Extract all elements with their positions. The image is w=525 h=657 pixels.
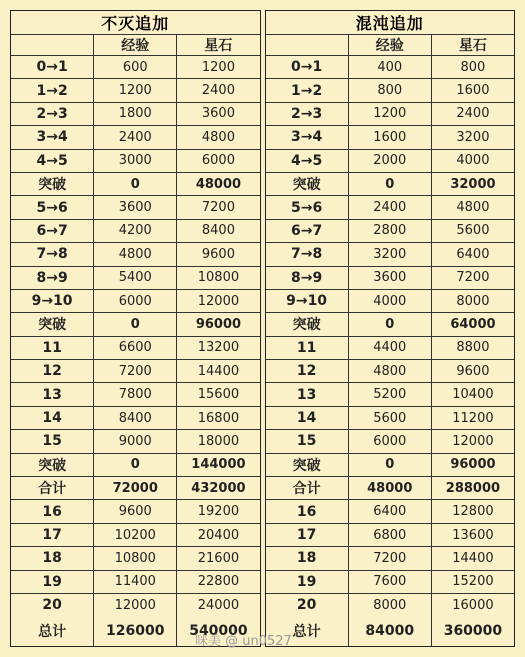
stone-cell: 48000 xyxy=(195,176,242,192)
table-row xyxy=(266,594,515,616)
exp-cell: 3200 xyxy=(349,243,432,265)
table-row xyxy=(11,430,260,453)
table-row xyxy=(11,500,260,523)
stone-cell: 8800 xyxy=(456,340,490,356)
exp-cell: 9000 xyxy=(94,430,177,452)
row-label: 9→10 xyxy=(266,290,349,312)
stone-cell: 21600 xyxy=(197,550,240,566)
stone-cell: 22800 xyxy=(197,574,240,590)
stone-cell: 10400 xyxy=(452,387,494,403)
stone-cell: 3600 xyxy=(201,106,235,122)
table-row xyxy=(266,103,515,126)
stone-cell: 16800 xyxy=(197,410,240,426)
exp-cell: 1800 xyxy=(94,103,177,125)
table-row xyxy=(11,173,260,196)
table-row xyxy=(266,360,515,383)
table-row xyxy=(266,313,515,336)
exp-cell: 72000 xyxy=(94,477,177,499)
exp-cell: 9600 xyxy=(94,500,177,522)
stone-cell: 24000 xyxy=(197,597,240,613)
row-label: 17 xyxy=(266,524,349,546)
row-label: 突破 xyxy=(11,173,94,195)
right-col-exp: 经验 xyxy=(349,35,432,55)
row-label: 20 xyxy=(266,594,349,616)
table-row xyxy=(266,547,515,570)
stone-cell: 3200 xyxy=(456,129,490,145)
table-row xyxy=(11,150,260,173)
stone-cell: 13200 xyxy=(197,340,240,356)
row-label: 1→2 xyxy=(11,79,94,101)
table-row xyxy=(266,196,515,219)
right-total-label: 总计 xyxy=(266,616,349,646)
exp-cell: 0 xyxy=(349,313,432,335)
table-row xyxy=(11,290,260,313)
exp-cell: 5400 xyxy=(94,267,177,289)
row-label: 19 xyxy=(266,571,349,593)
exp-cell: 400 xyxy=(349,56,432,78)
table-row xyxy=(11,547,260,570)
stone-cell: 13600 xyxy=(452,527,494,543)
left-table xyxy=(10,10,261,647)
exp-cell: 1200 xyxy=(94,79,177,101)
row-label: 13 xyxy=(11,383,94,405)
exp-cell: 5200 xyxy=(349,383,432,405)
table-row xyxy=(266,383,515,406)
row-label: 6→7 xyxy=(11,220,94,242)
exp-cell: 0 xyxy=(94,173,177,195)
exp-cell: 10800 xyxy=(94,547,177,569)
row-label: 7→8 xyxy=(11,243,94,265)
exp-cell: 11400 xyxy=(94,571,177,593)
exp-cell: 7200 xyxy=(94,360,177,382)
left-total-stone: 540000 xyxy=(189,623,248,640)
row-label: 20 xyxy=(11,594,94,616)
table-row xyxy=(11,337,260,360)
stone-cell: 20400 xyxy=(197,527,240,543)
table-row xyxy=(266,477,515,500)
table-row xyxy=(266,173,515,196)
row-label: 13 xyxy=(266,383,349,405)
exp-cell: 8400 xyxy=(94,407,177,429)
stone-cell: 800 xyxy=(460,59,486,75)
table-row xyxy=(266,500,515,523)
table-row xyxy=(11,267,260,290)
exp-cell: 4800 xyxy=(349,360,432,382)
row-label: 14 xyxy=(11,407,94,429)
row-label: 5→6 xyxy=(11,196,94,218)
left-header-blank xyxy=(11,35,94,55)
exp-cell: 0 xyxy=(94,454,177,476)
table-row xyxy=(11,56,260,79)
stone-cell: 11200 xyxy=(452,410,494,426)
table-row xyxy=(266,290,515,313)
stone-cell: 7200 xyxy=(456,270,490,286)
row-label: 18 xyxy=(266,547,349,569)
table-row xyxy=(11,454,260,477)
exp-cell: 2000 xyxy=(349,150,432,172)
exp-cell: 4200 xyxy=(94,220,177,242)
stone-cell: 32000 xyxy=(450,176,496,192)
tables xyxy=(10,10,515,647)
watermark: 咪美 @ un0527 xyxy=(195,634,292,649)
table-row xyxy=(11,477,260,500)
stone-cell: 432000 xyxy=(191,480,246,496)
stone-cell: 14400 xyxy=(452,550,494,566)
stone-cell: 18000 xyxy=(197,433,240,449)
table-row xyxy=(266,220,515,243)
exp-cell: 4400 xyxy=(349,337,432,359)
exp-cell: 7600 xyxy=(349,571,432,593)
left-total-exp: 126000 xyxy=(94,616,177,646)
row-label: 0→1 xyxy=(11,56,94,78)
exp-cell: 4800 xyxy=(94,243,177,265)
table-row xyxy=(266,56,515,79)
table-row xyxy=(11,594,260,616)
row-label: 5→6 xyxy=(266,196,349,218)
row-label: 19 xyxy=(11,571,94,593)
stone-cell: 5600 xyxy=(456,223,490,239)
row-label: 18 xyxy=(11,547,94,569)
row-label: 16 xyxy=(266,500,349,522)
table-row xyxy=(266,571,515,594)
stone-cell: 10800 xyxy=(197,270,240,286)
right-header-blank xyxy=(266,35,349,55)
stone-cell: 2400 xyxy=(456,106,490,122)
stone-cell: 1600 xyxy=(456,83,490,99)
exp-cell: 0 xyxy=(94,313,177,335)
stone-cell: 1200 xyxy=(201,59,235,75)
stone-cell: 6000 xyxy=(201,153,235,169)
stone-cell: 8400 xyxy=(201,223,235,239)
stone-cell: 9600 xyxy=(201,246,235,262)
row-label: 0→1 xyxy=(266,56,349,78)
table-row xyxy=(266,267,515,290)
table-row xyxy=(11,383,260,406)
exp-cell: 7800 xyxy=(94,383,177,405)
stone-cell: 4800 xyxy=(201,129,235,145)
stone-cell: 15200 xyxy=(452,574,494,590)
row-label: 2→3 xyxy=(266,103,349,125)
exp-cell: 3000 xyxy=(94,150,177,172)
left-header xyxy=(11,35,260,56)
stone-cell: 64000 xyxy=(450,316,496,332)
table-row xyxy=(266,150,515,173)
row-label: 17 xyxy=(11,524,94,546)
stone-cell: 14400 xyxy=(197,363,240,379)
row-label: 突破 xyxy=(266,173,349,195)
table-row xyxy=(11,220,260,243)
row-label: 11 xyxy=(11,337,94,359)
row-label: 1→2 xyxy=(266,79,349,101)
stone-cell: 2400 xyxy=(201,83,235,99)
row-label: 16 xyxy=(11,500,94,522)
row-label: 6→7 xyxy=(266,220,349,242)
left-title: 不灭追加 xyxy=(11,11,260,35)
row-label: 合计 xyxy=(266,477,349,499)
exp-cell: 3600 xyxy=(94,196,177,218)
table-row xyxy=(11,360,260,383)
right-title: 混沌追加 xyxy=(266,11,515,35)
exp-cell: 2400 xyxy=(94,126,177,148)
exp-cell: 5600 xyxy=(349,407,432,429)
exp-cell: 3600 xyxy=(349,267,432,289)
row-label: 3→4 xyxy=(11,126,94,148)
stone-cell: 96000 xyxy=(450,457,496,473)
stone-cell: 16000 xyxy=(452,597,494,613)
row-label: 4→5 xyxy=(266,150,349,172)
row-label: 合计 xyxy=(11,477,94,499)
exp-cell: 6600 xyxy=(94,337,177,359)
stone-cell: 144000 xyxy=(191,457,246,473)
table-row xyxy=(11,79,260,102)
stone-cell: 288000 xyxy=(445,480,501,496)
stone-cell: 12000 xyxy=(197,293,240,309)
exp-cell: 1600 xyxy=(349,126,432,148)
row-label: 8→9 xyxy=(266,267,349,289)
right-rows xyxy=(266,56,515,616)
exp-cell: 48000 xyxy=(349,477,432,499)
exp-cell: 0 xyxy=(349,173,432,195)
exp-cell: 8000 xyxy=(349,594,432,616)
exp-cell: 1200 xyxy=(349,103,432,125)
exp-cell: 6400 xyxy=(349,500,432,522)
table-row xyxy=(11,103,260,126)
row-label: 突破 xyxy=(11,313,94,335)
table-row xyxy=(11,196,260,219)
table-row xyxy=(266,454,515,477)
stone-cell: 4800 xyxy=(456,200,490,216)
stone-cell: 4000 xyxy=(456,153,490,169)
table-row xyxy=(11,524,260,547)
stone-cell: 7200 xyxy=(201,200,235,216)
row-label: 12 xyxy=(11,360,94,382)
right-total-row xyxy=(266,616,515,646)
right-total-exp: 84000 xyxy=(349,616,432,646)
table-row xyxy=(11,243,260,266)
table-row xyxy=(266,79,515,102)
exp-cell: 2800 xyxy=(349,220,432,242)
stone-cell: 8000 xyxy=(456,293,490,309)
exp-cell: 4000 xyxy=(349,290,432,312)
table-row xyxy=(266,430,515,453)
row-label: 突破 xyxy=(11,454,94,476)
row-label: 7→8 xyxy=(266,243,349,265)
right-total-stone: 360000 xyxy=(443,623,503,640)
exp-cell: 7200 xyxy=(349,547,432,569)
row-label: 突破 xyxy=(266,454,349,476)
stone-cell: 96000 xyxy=(195,316,242,332)
exp-cell: 6000 xyxy=(349,430,432,452)
right-header xyxy=(266,35,515,56)
row-label: 2→3 xyxy=(11,103,94,125)
table-row xyxy=(266,337,515,360)
exp-cell: 600 xyxy=(94,56,177,78)
exp-cell: 10200 xyxy=(94,524,177,546)
stone-cell: 19200 xyxy=(197,504,240,520)
row-label: 突破 xyxy=(266,313,349,335)
stone-cell: 12000 xyxy=(452,433,494,449)
exp-cell: 12000 xyxy=(94,594,177,616)
left-total-label: 总计 xyxy=(11,616,94,646)
table-row xyxy=(11,126,260,149)
row-label: 9→10 xyxy=(11,290,94,312)
table-row xyxy=(11,407,260,430)
table-row xyxy=(266,126,515,149)
table-row xyxy=(266,524,515,547)
exp-cell: 6000 xyxy=(94,290,177,312)
row-label: 12 xyxy=(266,360,349,382)
exp-cell: 6800 xyxy=(349,524,432,546)
stone-cell: 6400 xyxy=(456,246,490,262)
exp-cell: 0 xyxy=(349,454,432,476)
stone-cell: 12800 xyxy=(452,504,494,520)
table-row xyxy=(11,571,260,594)
row-label: 4→5 xyxy=(11,150,94,172)
table-row xyxy=(266,407,515,430)
right-table xyxy=(265,10,516,647)
stone-cell: 15600 xyxy=(197,387,240,403)
exp-cell: 800 xyxy=(349,79,432,101)
exp-cell: 2400 xyxy=(349,196,432,218)
row-label: 11 xyxy=(266,337,349,359)
row-label: 8→9 xyxy=(11,267,94,289)
row-label: 15 xyxy=(11,430,94,452)
row-label: 3→4 xyxy=(266,126,349,148)
stone-cell: 9600 xyxy=(456,363,490,379)
left-col-exp: 经验 xyxy=(94,35,177,55)
left-col-stone: 星石 xyxy=(204,38,233,54)
left-rows xyxy=(11,56,260,616)
table-row xyxy=(266,243,515,266)
table-row xyxy=(11,313,260,336)
right-col-stone: 星石 xyxy=(458,38,487,54)
row-label: 14 xyxy=(266,407,349,429)
row-label: 15 xyxy=(266,430,349,452)
